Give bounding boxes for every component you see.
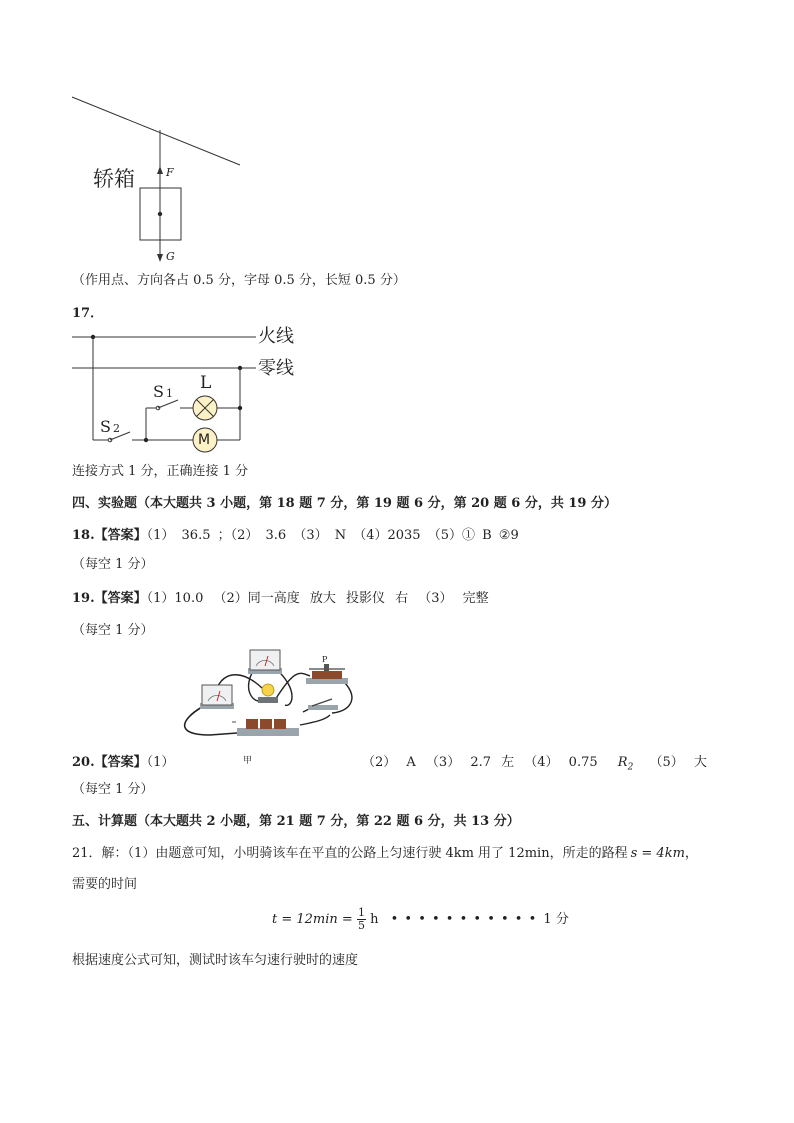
note-16: （作用点、方向各占 0.5 分，字母 0.5 分，长短 0.5 分） bbox=[72, 273, 406, 288]
force-F-label: F bbox=[166, 166, 174, 179]
q21-line1: 21．解：（1）由题意可知，小明骑该车在平直的公路上匀速行驶 4km 用了 12min，所走的路程 s = 4km， bbox=[72, 846, 698, 861]
rheostat-coil bbox=[312, 671, 342, 679]
motor-label: M bbox=[198, 432, 211, 448]
distance-expr: s = 4km bbox=[630, 846, 685, 861]
neutral-wire-label: 零线 bbox=[258, 358, 294, 379]
q19-note: （每空 1 分） bbox=[72, 623, 154, 638]
q18-answer: 18.【答案】（1） 36.5 ；（2） 3.6 （3） N （4）2035 （5）① B ②9 bbox=[72, 528, 519, 543]
q19-answer: 19.【答案】（1）10.0 （2）同一高度 放大 投影仪 右 （3） 完整 bbox=[72, 591, 489, 606]
q18-note: （每空 1 分） bbox=[72, 557, 154, 572]
q20-fig-label: 甲 bbox=[243, 756, 253, 766]
live-wire-label: 火线 bbox=[258, 326, 294, 347]
fraction-one-fifth: $\frac{1}{5}$ bbox=[357, 906, 365, 932]
q20-note: （每空 1 分） bbox=[72, 782, 154, 797]
battery-cell bbox=[246, 719, 258, 729]
apparatus-p-label: P bbox=[322, 655, 328, 664]
switch-s1-label: S 1 bbox=[153, 382, 173, 401]
q17-number: 17． bbox=[72, 306, 104, 321]
r2-symbol: $R_2$ bbox=[617, 755, 634, 773]
car-label: 轿箱 bbox=[93, 167, 135, 191]
note-17: 连接方式 1 分，正确连接 1 分 bbox=[72, 464, 249, 479]
force-G-label: G bbox=[166, 250, 175, 263]
q20-answer-rest: （2） A （3） 2.7 左 （4） 0.75 $R_2$ （5） 大 bbox=[362, 755, 707, 773]
battery-cell bbox=[274, 719, 286, 729]
section-5-heading: 五、计算题（本大题共 2 小题，第 21 题 7 分，第 22 题 6 分，共 13 分） bbox=[72, 814, 520, 829]
battery-box-base bbox=[237, 728, 299, 736]
q20-answer: 20.【答案】（1） bbox=[72, 755, 175, 770]
battery-cell bbox=[260, 719, 272, 729]
lamp-label: L bbox=[200, 373, 212, 393]
q21-line2: 需要的时间 bbox=[72, 877, 138, 892]
bulb-icon bbox=[262, 684, 274, 696]
q21-line3: 根据速度公式可知，测试时该车匀速行驶时的速度 bbox=[72, 953, 359, 968]
section-4-heading: 四、实验题（本大题共 3 小题，第 18 题 7 分，第 19 题 6 分，第 20 题 6 分，共 19 分） bbox=[72, 496, 617, 511]
q21-equation: t = 12min = $\frac{1}{5}$ h • • • • • • • • • • • 1 分 bbox=[272, 906, 569, 932]
switch-blade bbox=[312, 699, 332, 706]
switch-s2-label: S 2 bbox=[100, 417, 120, 436]
